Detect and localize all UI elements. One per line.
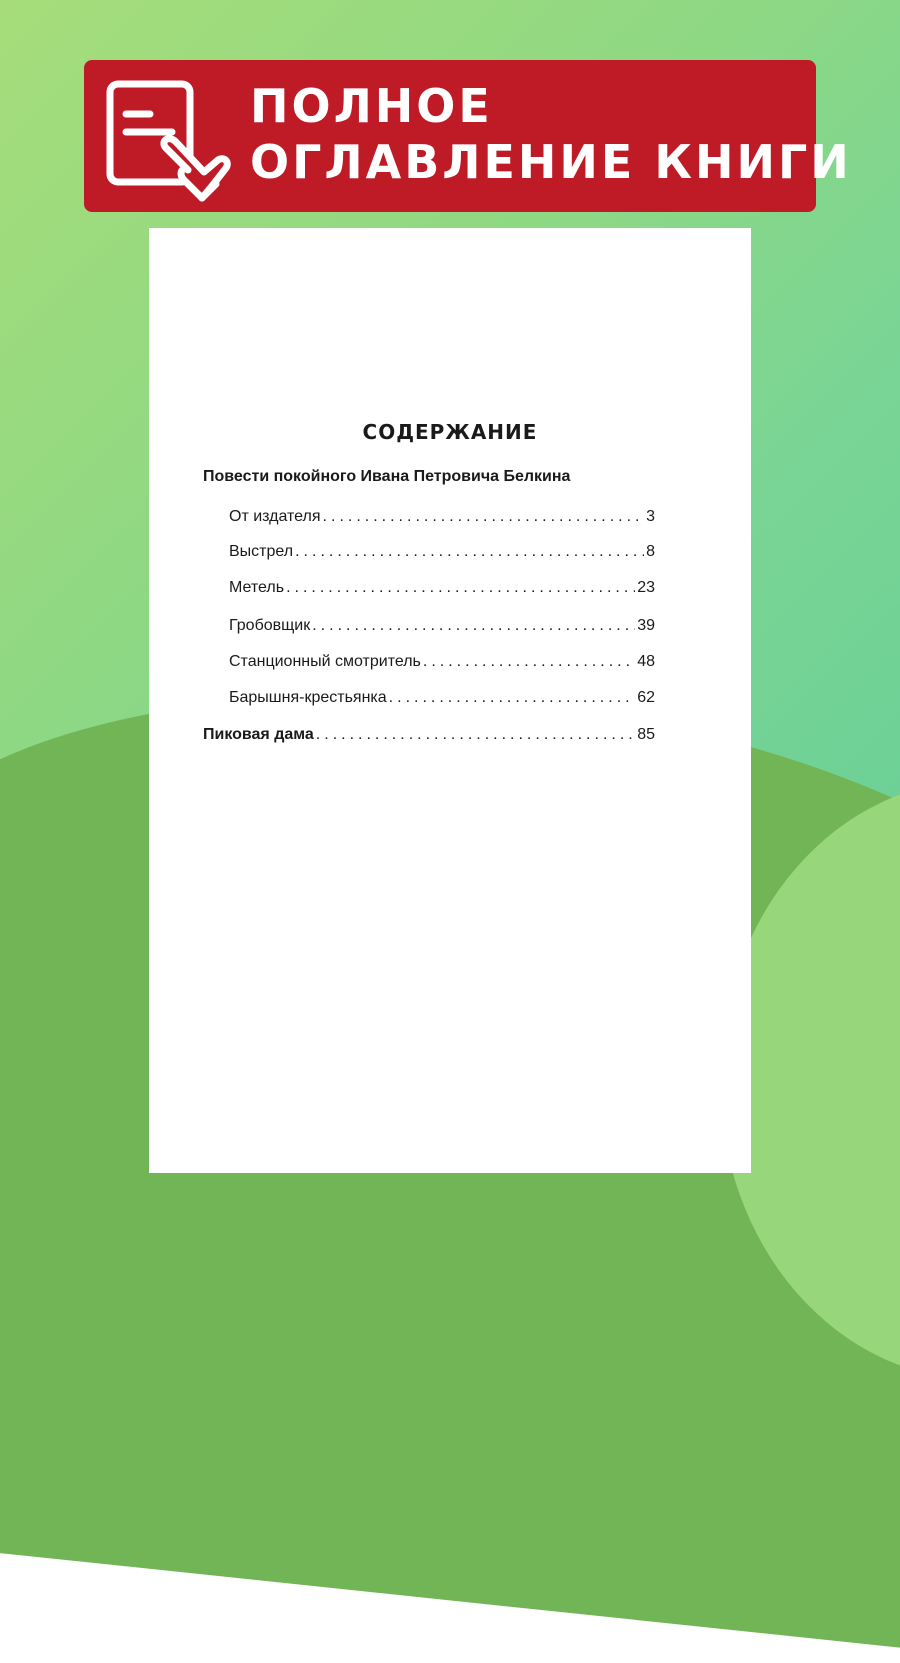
toc-entry-page: 48 [637, 653, 655, 670]
toc-entry-label: Метель [229, 579, 285, 596]
toc-entry-label: Барышня-крестьянка [229, 689, 387, 706]
banner-title [250, 78, 852, 190]
toc-entry [229, 617, 655, 635]
toc-entry-label: От издателя [229, 508, 321, 525]
toc-entry [229, 689, 655, 707]
toc-entry-page: 8 [646, 543, 655, 560]
toc-leader-dots [323, 508, 645, 526]
banner-title-line2: ОГЛАВЛЕНИЕ КНИГИ [250, 135, 852, 189]
toc-entry-page: 85 [637, 726, 655, 743]
toc-entry [229, 579, 655, 597]
header-banner [84, 60, 852, 212]
toc-entry-label: Гробовщик [229, 617, 311, 634]
toc-entry [229, 653, 655, 671]
toc-section-heading: Повести покойного Ивана Петровича Белкина [203, 468, 571, 485]
document-tap-icon [106, 80, 236, 204]
toc-title: СОДЕРЖАНИЕ [362, 420, 538, 444]
toc-entry-label: Станционный смотритель [229, 653, 421, 670]
toc-entry-page: 3 [646, 508, 655, 525]
toc-entry-label: Выстрел [229, 543, 294, 560]
toc-leader-dots [286, 579, 635, 597]
toc-entry-page: 23 [637, 579, 655, 596]
toc-entry [229, 543, 655, 561]
toc-entry-page: 39 [637, 617, 655, 634]
toc-main-entry [203, 726, 655, 744]
toc-leader-dots [389, 689, 636, 707]
toc-leader-dots [295, 543, 644, 561]
toc-leader-dots [312, 617, 635, 635]
toc-leader-dots [423, 653, 635, 671]
toc-entry-label: Пиковая дама [203, 726, 314, 743]
toc-entry [229, 508, 655, 526]
toc-leader-dots [316, 726, 635, 744]
book-page [149, 228, 751, 1173]
toc-entry-page: 62 [637, 689, 655, 706]
banner-title-line1: ПОЛНОЕ [250, 79, 493, 133]
